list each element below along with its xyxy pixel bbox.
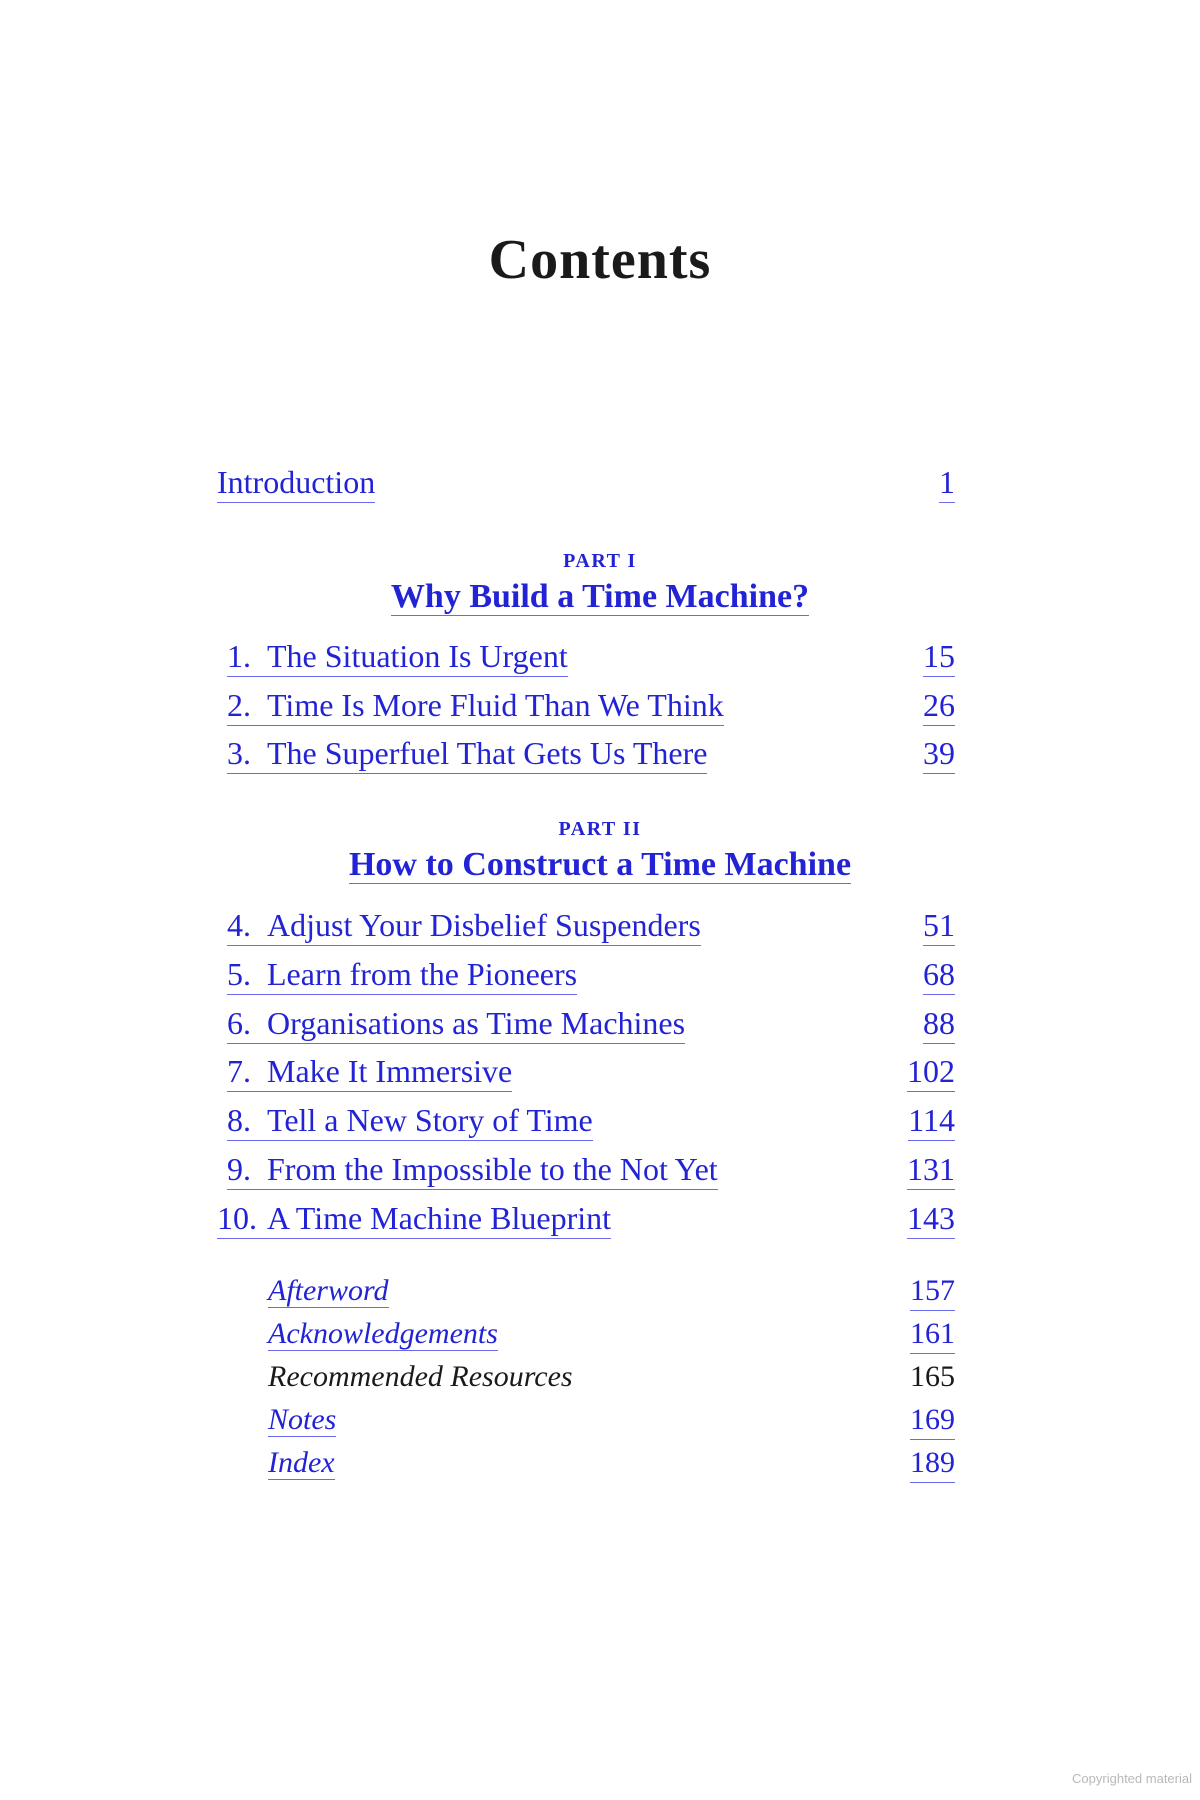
copyright-notice: Copyrighted material: [1072, 1771, 1192, 1786]
toc-entry-label[interactable]: Index: [268, 1446, 335, 1479]
toc-entry-page[interactable]: 39: [923, 733, 955, 774]
toc-entry-page[interactable]: 88: [923, 1003, 955, 1044]
toc-entry-label[interactable]: Afterword: [268, 1274, 389, 1307]
part-label: PART I: [563, 550, 637, 572]
toc-entry-chapter[interactable]: [227, 685, 955, 726]
chapter-number: 4.: [227, 907, 251, 943]
toc-entry-page[interactable]: 114: [908, 1100, 955, 1141]
toc-entry-chapter[interactable]: [227, 1051, 955, 1092]
chapter-number: 1.: [227, 638, 251, 674]
chapter-title: The Situation Is Urgent: [267, 638, 568, 674]
toc-entry-page[interactable]: 131: [907, 1149, 955, 1190]
part-title[interactable]: [0, 578, 1200, 616]
chapter-number: 6.: [227, 1005, 251, 1041]
toc-entry-chapter[interactable]: [227, 954, 955, 995]
toc-entry-label: Recommended Resources: [268, 1360, 573, 1393]
chapter-number: 5.: [227, 956, 251, 992]
toc-entry-introduction[interactable]: [217, 462, 955, 503]
toc-entry-chapter[interactable]: [227, 636, 955, 677]
toc-entry-page[interactable]: 157: [910, 1272, 955, 1311]
toc-entry-label[interactable]: [217, 1198, 611, 1239]
chapter-title: Adjust Your Disbelief Suspenders: [267, 907, 701, 943]
chapter-number: 10.: [217, 1200, 257, 1236]
toc-entry-page[interactable]: 189: [910, 1444, 955, 1483]
chapter-title: Make It Immersive: [267, 1053, 513, 1089]
chapter-number: 2.: [227, 687, 251, 723]
toc-entry-page[interactable]: 1: [939, 462, 955, 503]
toc-entry-page: 165: [910, 1360, 955, 1393]
part-title-text[interactable]: Why Build a Time Machine?: [390, 578, 810, 615]
chapter-number: 8.: [227, 1102, 251, 1138]
toc-entry-label[interactable]: Introduction: [217, 462, 375, 503]
page-title: Contents: [488, 229, 712, 291]
toc-entry-label[interactable]: [227, 733, 707, 774]
chapter-number: 9.: [227, 1151, 251, 1187]
toc-entry-page[interactable]: 68: [923, 954, 955, 995]
chapter-title: A Time Machine Blueprint: [267, 1200, 611, 1236]
toc-entry-chapter[interactable]: [227, 1100, 955, 1141]
chapter-number: 3.: [227, 735, 251, 771]
toc-entry-page[interactable]: 161: [910, 1315, 955, 1354]
toc-entry-recommended-resources: [268, 1358, 955, 1396]
toc-entry-chapter[interactable]: [227, 1003, 955, 1044]
part-title-text[interactable]: How to Construct a Time Machine: [348, 846, 852, 883]
toc-entry-acknowledgements[interactable]: [268, 1315, 955, 1353]
toc-entry-chapter[interactable]: [217, 1198, 955, 1239]
toc-entry-label[interactable]: Notes: [268, 1403, 337, 1436]
toc-entry-label[interactable]: [227, 685, 724, 726]
part-label: PART II: [558, 818, 642, 840]
toc-entry-label[interactable]: [227, 905, 701, 946]
chapter-number: 7.: [227, 1053, 251, 1089]
chapter-title: The Superfuel That Gets Us There: [267, 735, 708, 771]
toc-entry-label[interactable]: [227, 1149, 718, 1190]
toc-entry-label[interactable]: Acknowledgements: [268, 1317, 498, 1350]
toc-entry-page[interactable]: 26: [923, 685, 955, 726]
toc-entry-label[interactable]: [227, 1100, 593, 1141]
toc-entry-page[interactable]: 169: [910, 1401, 955, 1440]
chapter-title: Tell a New Story of Time: [267, 1102, 593, 1138]
chapter-title: Time Is More Fluid Than We Think: [267, 687, 724, 723]
toc-entry-page[interactable]: 15: [923, 636, 955, 677]
toc-entry-page[interactable]: 143: [907, 1198, 955, 1239]
toc-entry-afterword[interactable]: [268, 1272, 955, 1310]
toc-entry-page[interactable]: 51: [923, 905, 955, 946]
toc-entry-label[interactable]: [227, 1051, 512, 1092]
toc-entry-chapter[interactable]: [227, 1149, 955, 1190]
part-title[interactable]: [0, 846, 1200, 884]
chapter-title: Organisations as Time Machines: [267, 1005, 686, 1041]
toc-entry-label[interactable]: [227, 1003, 685, 1044]
toc-entry-chapter[interactable]: [227, 905, 955, 946]
chapter-title: From the Impossible to the Not Yet: [267, 1151, 718, 1187]
toc-entry-notes[interactable]: [268, 1401, 955, 1439]
toc-entry-index[interactable]: [268, 1444, 955, 1482]
chapter-title: Learn from the Pioneers: [267, 956, 578, 992]
toc-entry-label[interactable]: [227, 954, 577, 995]
toc-entry-page[interactable]: 102: [907, 1051, 955, 1092]
toc-entry-label[interactable]: [227, 636, 568, 677]
toc-entry-chapter[interactable]: [227, 733, 955, 774]
